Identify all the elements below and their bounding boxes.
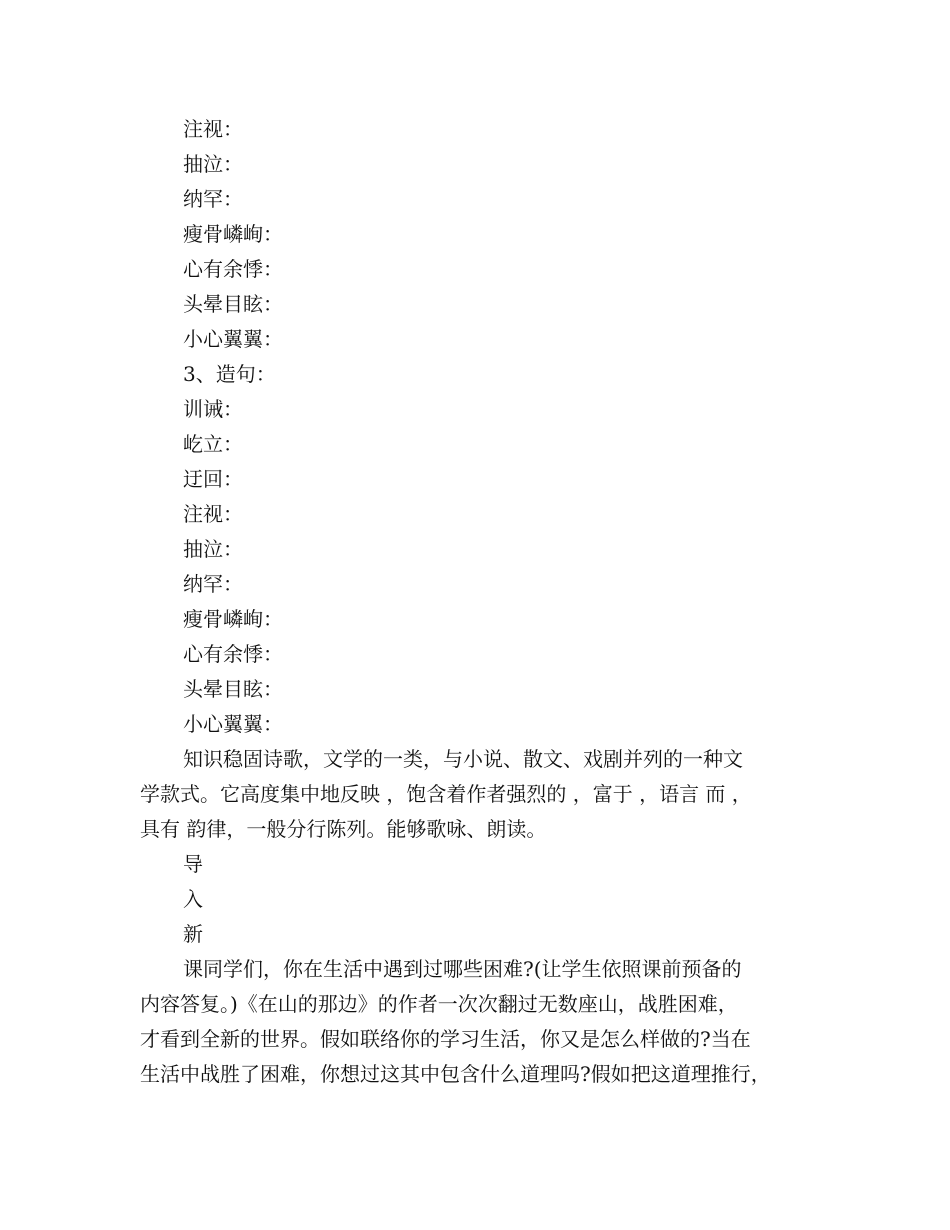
sentence-item: 纳罕：	[183, 572, 243, 596]
sentence-item: 头晕目眩：	[183, 677, 283, 701]
intro-heading-char: 入	[183, 887, 203, 911]
sentence-item: 抽泣：	[183, 537, 243, 561]
sentence-item: 注视：	[183, 502, 243, 526]
sentence-item: 迂回：	[183, 467, 243, 491]
knowledge-line: 具有 韵律，一般分行陈列。能够歌咏、朗读。	[140, 817, 547, 841]
vocab-item: 头晕目眩：	[183, 292, 283, 316]
sentence-item: 训诫：	[183, 397, 243, 421]
vocab-item: 瘦骨嶙峋：	[183, 222, 283, 246]
intro-heading-char: 导	[183, 852, 203, 876]
knowledge-line: 学款式。它高度集中地反映 ，饱含着作者强烈的 ，富于 ，语言 而 ，	[140, 782, 752, 806]
intro-heading-char: 新	[183, 922, 203, 946]
vocab-item: 纳罕：	[183, 187, 243, 211]
sentence-item: 心有余悸：	[183, 642, 283, 666]
section-heading: 3、造句：	[183, 362, 276, 386]
knowledge-line: 知识稳固诗歌，文学的一类，与小说、散文、戏剧并列的一种文	[183, 747, 743, 771]
intro-line: 课同学们，你在生活中遇到过哪些困难?(让学生依照课前预备的	[183, 957, 742, 981]
sentence-item: 屹立：	[183, 432, 243, 456]
vocab-item: 注视：	[183, 117, 243, 141]
sentence-item: 小心翼翼：	[183, 712, 283, 736]
vocab-item: 抽泣：	[183, 152, 243, 176]
sentence-item: 瘦骨嶙峋：	[183, 607, 283, 631]
vocab-item: 心有余悸：	[183, 257, 283, 281]
vocab-item: 小心翼翼：	[183, 327, 283, 351]
intro-line: 生活中战胜了困难，你想过这其中包含什么道理吗?假如把这道理推行，	[140, 1062, 771, 1086]
intro-line: 才看到全新的世界。假如联络你的学习生活，你又是怎么样做的?当在	[140, 1027, 751, 1051]
intro-line: 内容答复。)《在山的那边》的作者一次次翻过无数座山，战胜困难，	[140, 992, 738, 1016]
document-body	[140, 112, 830, 1092]
